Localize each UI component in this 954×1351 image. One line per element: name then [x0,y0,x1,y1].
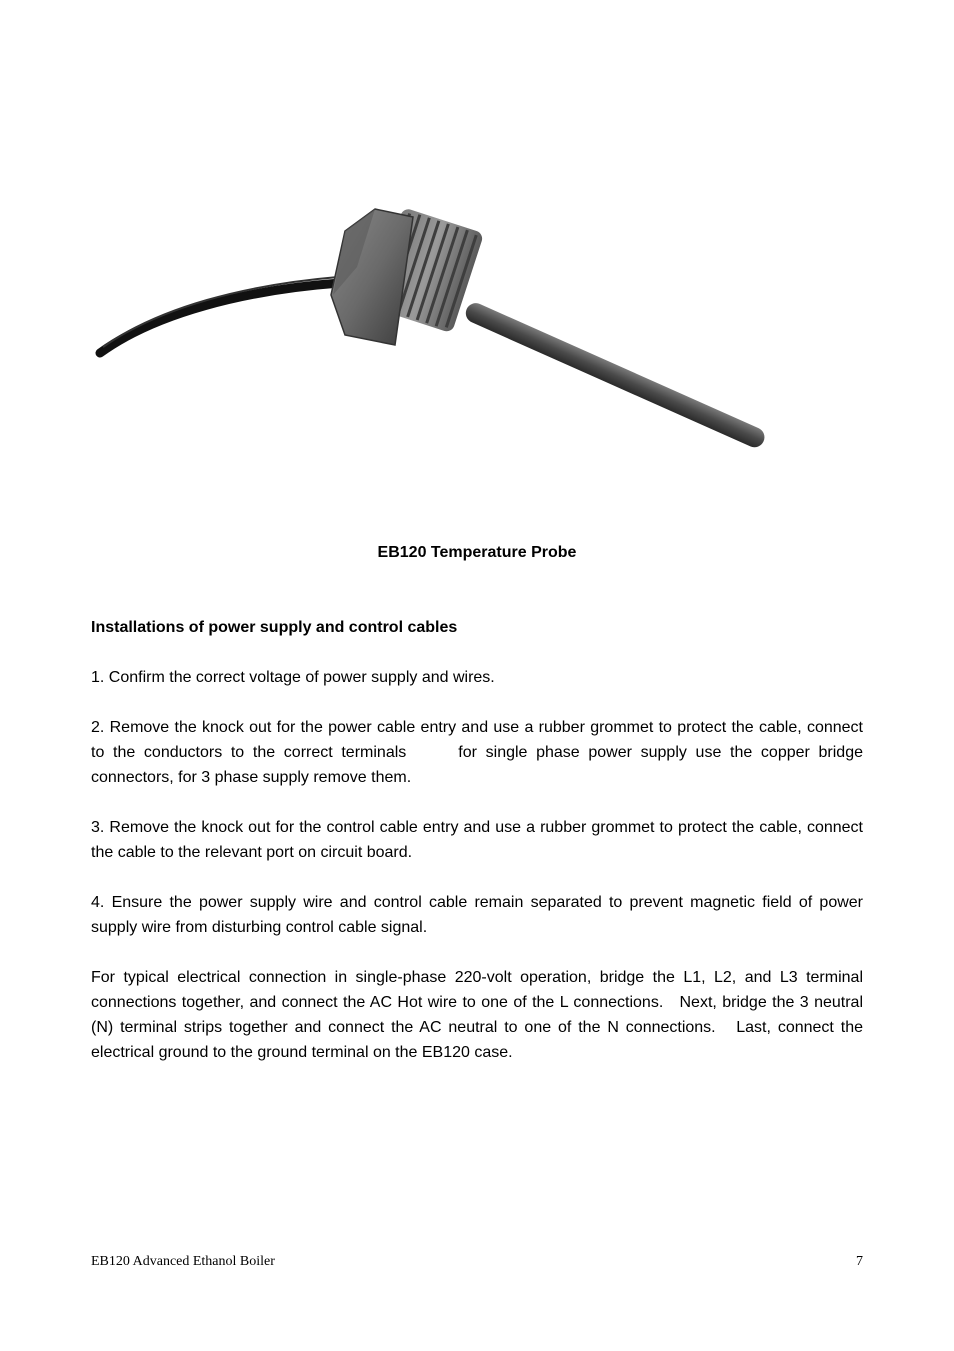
section-heading: Installations of power supply and control cables [91,619,458,636]
paragraph-step-4: 4. Ensure the power supply wire and control cable remain separated to prevent magnetic field of power supply wire from disturbing control cable signal. [91,894,863,936]
paragraph-wiring-note: For typical electrical connection in single-phase 220-volt operation, bridge the L1, L2, and L3 terminal connections together, and connect the AC Hot wire to one of the L connections. Next, bridge the 3 neutral (N) terminal strips together and connect the AC neutral to one of the N connections. Last, connect the electrical ground to the ground terminal on the EB120 case. [91,969,863,1061]
paragraph-step-1: 1. Confirm the correct voltage of power supply and wires. [91,669,495,686]
temperature-probe-photo [95,195,795,455]
paragraph-step-3: 3. Remove the knock out for the control cable entry and use a rubber grommet to protect the cable, connect the cable to the relevant port on circuit board. [91,819,863,861]
page-number: 7 [856,1254,863,1269]
paragraph-step-2: 2. Remove the knock out for the power cable entry and use a rubber grommet to protect the cable, connect to the conductors to the correct terminals for single phase power supply use the copper bridge connectors, for 3 phase supply remove them. [91,719,863,786]
figure-caption: EB120 Temperature Probe [377,544,577,561]
footer-title: EB120 Advanced Ethanol Boiler [91,1254,275,1269]
